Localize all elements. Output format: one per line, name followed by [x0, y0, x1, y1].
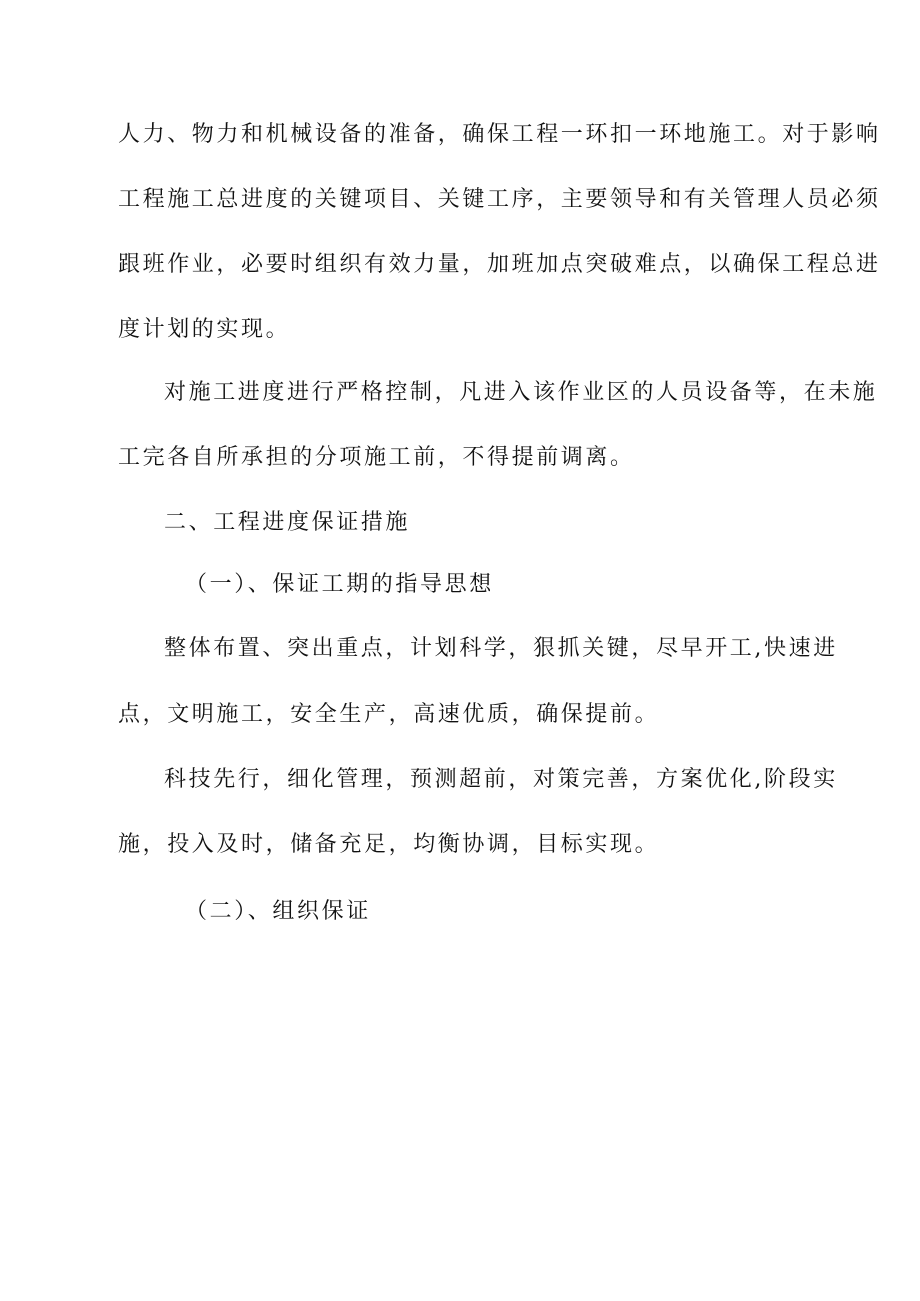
- paragraph-1-line-4: 度计划的实现。: [118, 317, 291, 342]
- paragraph-1-line-2: 工程施工总进度的关键项目、关键工序，主要领导和有关管理人员必须: [118, 187, 881, 212]
- paragraph-3-line-2: 点，文明施工，安全生产，高速优质，确保提前。: [118, 702, 660, 727]
- paragraph-2-line-2: 工完各自所承担的分项施工前，不得提前调离。: [118, 445, 635, 470]
- section-heading: 二、工程进度保证措施: [164, 510, 411, 535]
- paragraph-4-line-2: 施，投入及时，储备充足，均衡协调，目标实现。: [118, 832, 660, 857]
- paragraph-1-line-3: 跟班作业，必要时组织有效力量，加班加点突破难点，以确保工程总进: [118, 252, 881, 277]
- paragraph-3-line-1: 整体布置、突出重点，计划科学，狠抓关键，尽早开工,快速进: [164, 636, 838, 661]
- paragraph-4-line-1: 科技先行，细化管理，预测超前，对策完善，方案优化,阶段实: [164, 767, 838, 792]
- subsection-heading-1: （一）、保证工期的指导思想: [185, 572, 494, 597]
- subsection-heading-2: （二）、组织保证: [185, 899, 371, 924]
- paragraph-2-line-1: 对施工进度进行严格控制，凡进入该作业区的人员设备等，在未施: [164, 380, 878, 405]
- paragraph-1-line-1: 人力、物力和机械设备的准备，确保工程一环扣一环地施工。对于影响: [118, 122, 881, 147]
